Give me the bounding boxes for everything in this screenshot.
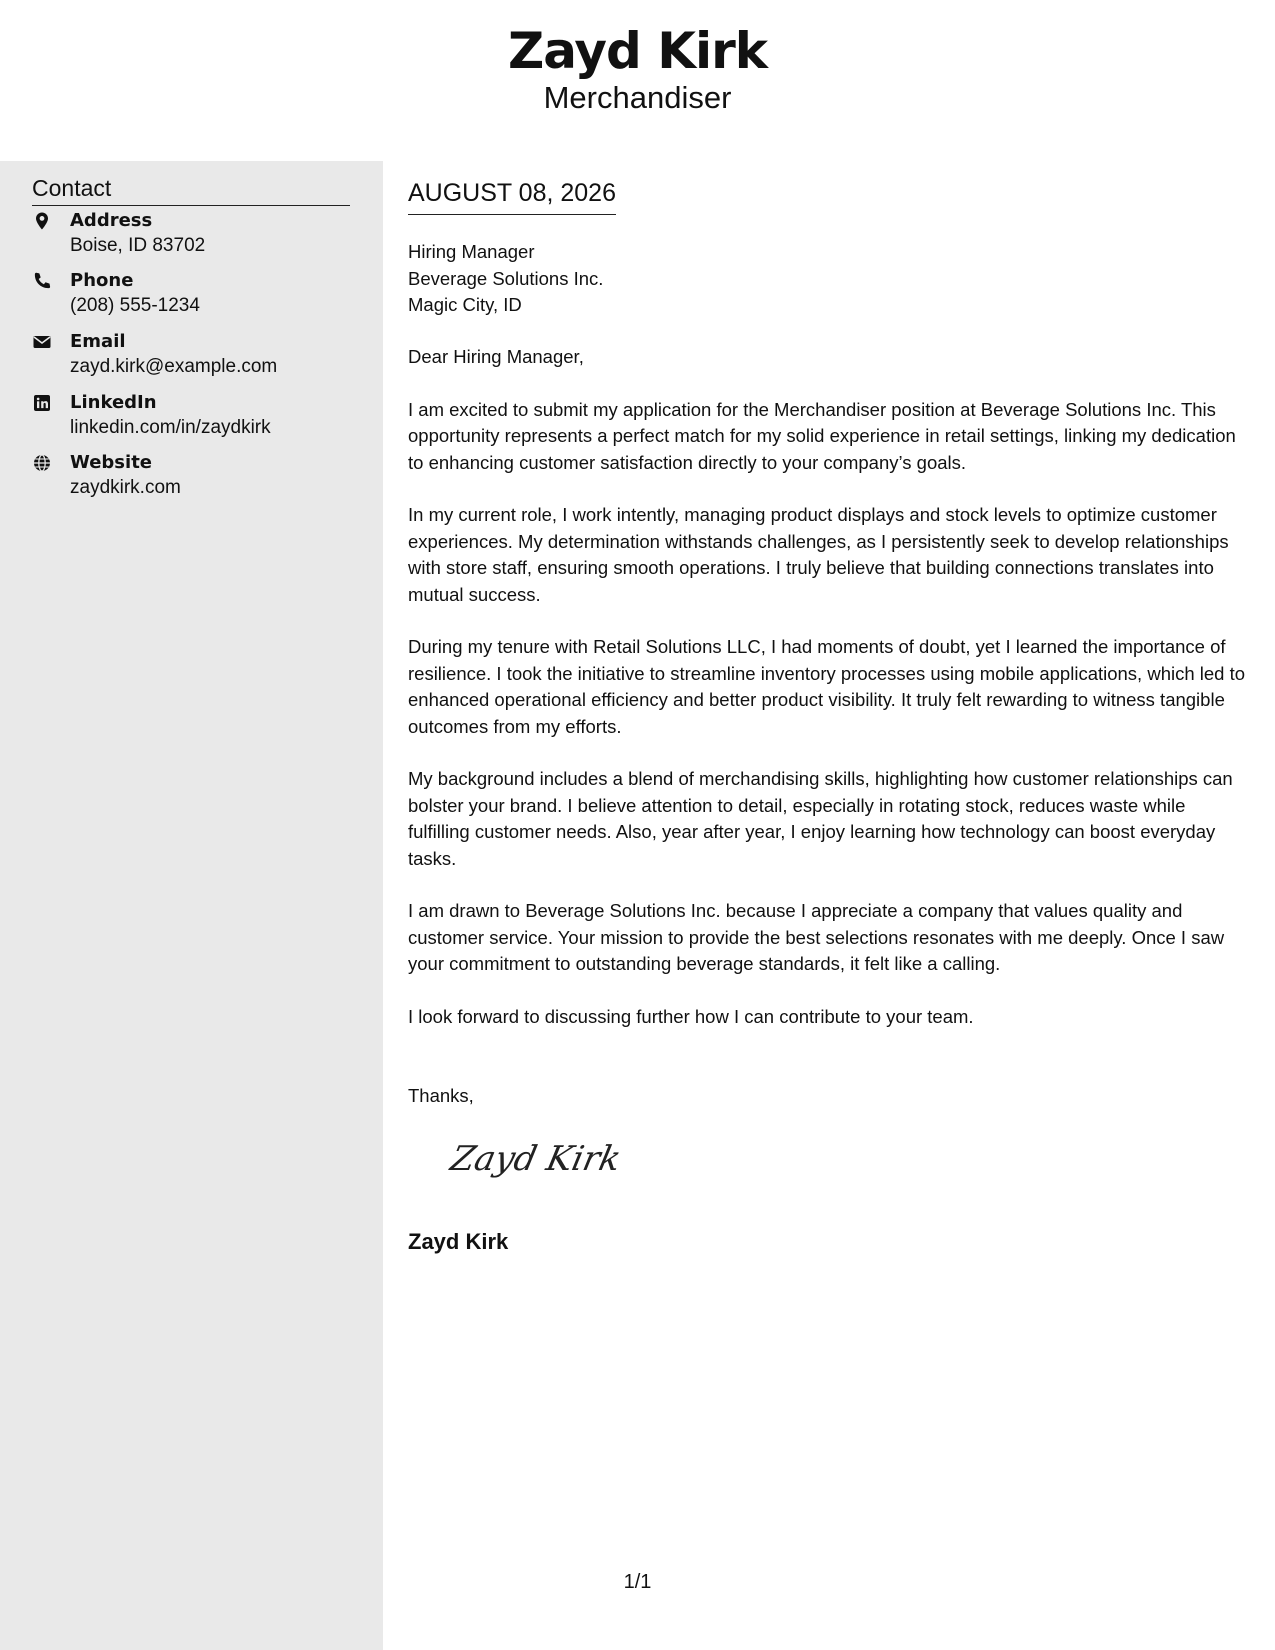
recipient-block bbox=[408, 239, 603, 319]
contact-label: LinkedIn bbox=[70, 392, 157, 413]
contact-label: Address bbox=[70, 210, 153, 231]
body-paragraph: I am excited to submit my application for the Merchandiser position at Beverage Solutions Inc. This opportunity represents a perfect match for my solid experience in retail settings, linking my dedication to enhancing customer satisfaction directly to your company’s goals. bbox=[408, 398, 1236, 473]
globe-icon bbox=[32, 453, 52, 473]
contact-item-email bbox=[32, 332, 362, 388]
letter-header bbox=[0, 0, 1275, 161]
contact-value: zayd.kirk@example.com bbox=[70, 356, 278, 377]
contact-value: linkedin.com/in/zaydkirk bbox=[70, 417, 271, 438]
recipient-location: Magic City, ID bbox=[408, 294, 522, 315]
linkedin-icon bbox=[32, 393, 52, 413]
contact-heading: Contact bbox=[32, 175, 350, 206]
body-paragraph: I look forward to discussing further how I can contribute to your team. bbox=[408, 1005, 974, 1027]
contact-item-address bbox=[32, 211, 362, 267]
body-paragraph: During my tenure with Retail Solutions LLC, I had moments of doubt, yet I learned the importance of resilience. I took the initiative to streamline inventory processes using mobile applications, which led to enhanced operational efficiency and better product visibility. It truly felt rewarding to witness tangible outcomes from my efforts. bbox=[408, 636, 1246, 737]
applicant-role: Merchandiser bbox=[543, 80, 732, 115]
salutation: Dear Hiring Manager, bbox=[408, 346, 584, 367]
applicant-name: Zayd Kirk bbox=[507, 22, 768, 80]
signer-name: Zayd Kirk bbox=[408, 1229, 509, 1254]
contact-value: zaydkirk.com bbox=[70, 477, 181, 498]
body-paragraph: In my current role, I work intently, managing product displays and stock levels to optimize customer experiences. My determination withstands challenges, as I persistently seek to develop relationships with store staff, ensuring smooth operations. I truly believe that building connections translates into mutual success. bbox=[408, 504, 1229, 605]
signature-text: Zayd Kirk bbox=[447, 1139, 625, 1179]
handwritten-signature bbox=[446, 1128, 646, 1188]
recipient-title: Hiring Manager bbox=[408, 241, 535, 262]
envelope-icon bbox=[32, 332, 52, 352]
contact-label: Phone bbox=[70, 270, 134, 291]
location-pin-icon bbox=[32, 211, 52, 231]
body-paragraph: I am drawn to Beverage Solutions Inc. because I appreciate a company that values quality and customer service. Your mission to provide the best selections resonates with me deeply. Once I saw your commitment to outstanding beverage standards, it felt like a calling. bbox=[408, 900, 1225, 974]
contact-item-phone bbox=[32, 271, 362, 327]
recipient-company: Beverage Solutions Inc. bbox=[408, 267, 604, 289]
contact-label: Email bbox=[70, 331, 126, 352]
contact-value: Boise, ID 83702 bbox=[70, 235, 206, 256]
letter-body bbox=[408, 344, 1248, 1056]
letter-date: AUGUST 08, 2026 bbox=[408, 179, 616, 215]
body-paragraph: My background includes a blend of merchandising skills, highlighting how customer relationships can bolster your brand. I believe attention to detail, especially in rotating stock, reduces waste while fulfilling customer needs. Also, year after year, I enjoy learning how technology can boost everyday tasks. bbox=[408, 768, 1233, 869]
contact-label: Website bbox=[70, 452, 153, 473]
contact-item-linkedin bbox=[32, 393, 362, 449]
contact-sidebar bbox=[0, 161, 383, 1650]
closing-line: Thanks, bbox=[408, 1085, 474, 1106]
phone-icon bbox=[32, 271, 52, 291]
contact-value: (208) 555-1234 bbox=[70, 295, 200, 316]
page-number: 1/1 bbox=[623, 1571, 652, 1593]
contact-item-website bbox=[32, 453, 362, 509]
